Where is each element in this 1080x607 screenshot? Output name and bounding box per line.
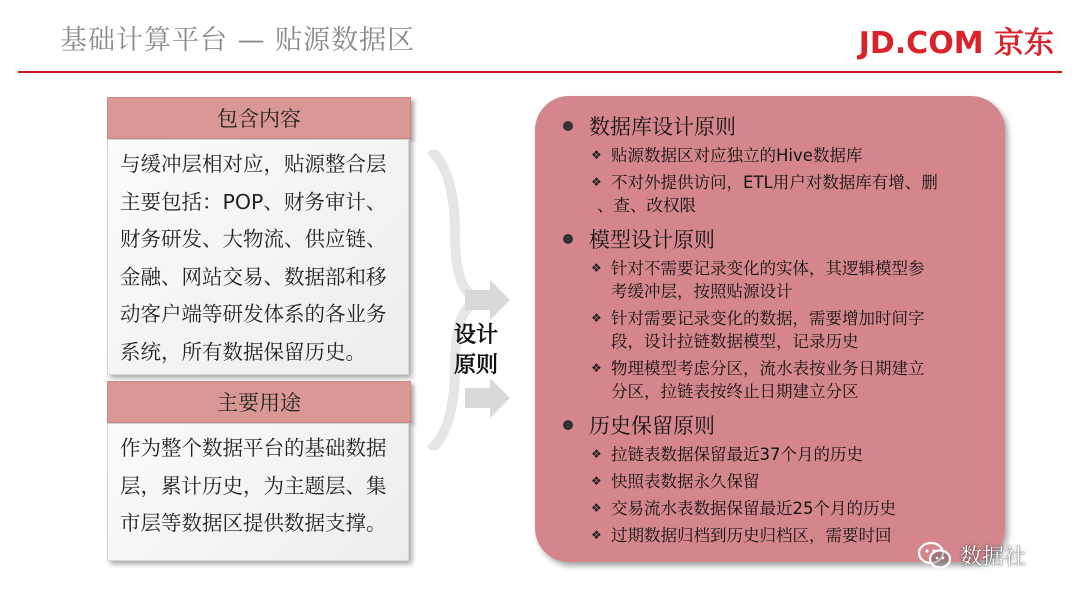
item-line: 物理模型考虑分区，流水表按业务日期建立 — [611, 359, 925, 378]
connector-arrows — [410, 150, 530, 450]
section-heading — [563, 223, 981, 255]
panel-body-contents — [107, 139, 409, 375]
watermark-text: 数据社 — [960, 545, 1027, 570]
principle-item — [591, 357, 981, 403]
section-heading — [563, 409, 981, 441]
principle-item — [591, 497, 981, 520]
principle-item — [591, 470, 981, 493]
item-line: 拉链表数据保留最近37个月的历史 — [611, 445, 863, 464]
upper-curve — [430, 150, 485, 300]
arrow-lower-icon — [465, 378, 510, 418]
item-line: 考缓冲层，按照贴源设计 — [611, 282, 793, 301]
diamond-bullet-icon: ❖ — [591, 261, 602, 275]
diamond-bullet-icon: ❖ — [591, 528, 602, 542]
item-line: 快照表数据永久保留 — [611, 472, 760, 491]
diamond-bullet-icon: ❖ — [591, 311, 602, 325]
section-title: 模型设计原则 — [589, 228, 715, 252]
item-line: 贴源数据区对应独立的Hive数据库 — [611, 146, 863, 165]
diamond-bullet-icon: ❖ — [591, 148, 602, 162]
principle-item — [591, 257, 981, 303]
item-line: 针对需要记录变化的数据，需要增加时间字 — [611, 309, 925, 328]
bullet-dot-icon — [563, 420, 573, 430]
panel-line: 与缓冲层相对应，贴源整合层 — [120, 152, 387, 176]
arrow-upper-icon — [465, 280, 510, 320]
item-line: 针对不需要记录变化的实体，其逻辑模型参 — [611, 259, 925, 278]
principle-item — [591, 443, 981, 466]
panel-line: 财务研发、大物流、供应链、 — [120, 227, 387, 251]
panel-heading-contents: 包含内容 — [107, 97, 411, 139]
diamond-bullet-icon: ❖ — [591, 175, 602, 189]
item-line: 不对外提供访问，ETL用户对数据库有增、删 — [611, 173, 938, 192]
item-line: 交易流水表数据保留最近25个月的历史 — [611, 499, 896, 518]
section-heading — [563, 110, 981, 142]
item-line: 段，设计拉链数据模型，记录历史 — [611, 332, 859, 351]
bullet-dot-icon — [563, 121, 573, 131]
design-principles-label — [446, 321, 506, 381]
diamond-bullet-icon: ❖ — [591, 474, 602, 488]
diamond-bullet-icon: ❖ — [591, 361, 602, 375]
page-title: 基础计算平台 — 贴源数据区 — [60, 25, 416, 56]
label-line: 原则 — [453, 353, 498, 378]
principle-item — [591, 307, 981, 353]
bullet-dot-icon — [563, 234, 573, 244]
section-title: 历史保留原则 — [589, 414, 715, 438]
watermark — [918, 540, 1026, 571]
item-line: 分区，拉链表按终止日期建立分区 — [611, 382, 859, 401]
section-title: 数据库设计原则 — [589, 115, 736, 139]
panel-line: 作为整个数据平台的基础数据 — [120, 436, 387, 460]
panel-line: 层，累计历史，为主题层、集 — [120, 473, 387, 498]
principle-item — [591, 171, 981, 217]
panel-line: 动客户端等研发体系的各业务 — [120, 302, 387, 326]
header-divider — [18, 71, 1062, 73]
principle-item — [591, 144, 981, 167]
panel-line: 市层等数据区提供数据支撑。 — [120, 511, 387, 535]
label-line: 设计 — [453, 323, 498, 348]
panel-body-usage — [107, 423, 409, 561]
principles-box — [535, 96, 1005, 562]
panel-heading-usage: 主要用途 — [107, 381, 411, 423]
panel-line: 系统，所有数据保留历史。 — [120, 339, 366, 364]
diamond-bullet-icon: ❖ — [591, 447, 602, 461]
item-line: 、查、改权限 — [597, 196, 696, 215]
item-line: 过期数据归档到历史归档区，需要时回 — [611, 526, 892, 545]
panel-line: 主要包括：POP、财务审计、 — [120, 189, 387, 214]
wechat-icon — [918, 541, 952, 571]
panel-line: 金融、网站交易、数据部和移 — [120, 264, 387, 289]
diamond-bullet-icon: ❖ — [591, 501, 602, 515]
jd-logo: JD.COM 京东 — [858, 26, 1054, 61]
